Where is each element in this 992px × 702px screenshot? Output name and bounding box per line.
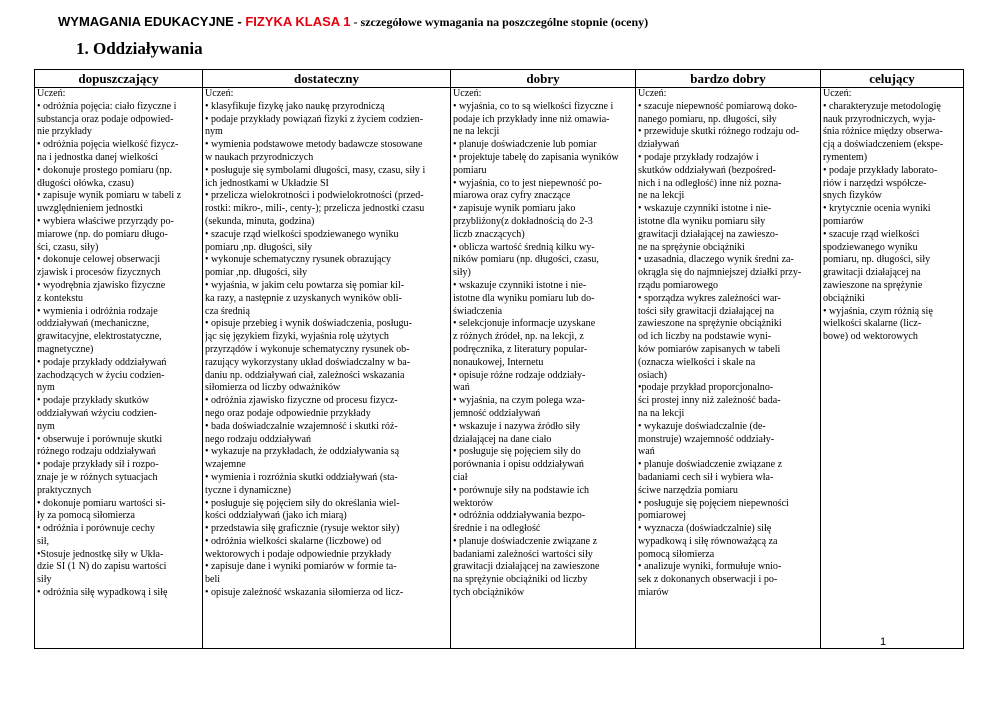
requirement-line: wań xyxy=(453,382,470,394)
requirement-line: ne na lekcji xyxy=(453,126,500,138)
requirement-line: • krytycznie ocenia wyniki xyxy=(823,203,931,215)
requirement-line: miarowa oraz cyfry znaczące xyxy=(453,190,571,202)
requirement-line: • planuje doświadczenie lub pomiar xyxy=(453,139,597,151)
requirement-line: • wyznacza (doświadczalnie) siłę xyxy=(638,523,772,535)
requirement-line: • sporządza wykres zależności war- xyxy=(638,292,781,304)
requirement-line: zachodzących w życiu codzien- xyxy=(37,369,165,381)
requirement-line: magnetyczne) xyxy=(37,343,94,355)
requirement-line: długości ołówka, czasu) xyxy=(37,177,134,189)
requirement-line: Uczeń: xyxy=(37,88,66,99)
requirement-line: cją a doświadczeniem (ekspe- xyxy=(823,139,944,151)
requirement-line: wypadkową i siłę równoważącą za xyxy=(638,535,778,547)
requirement-line: • dokonuje pomiaru wartości si- xyxy=(37,497,166,509)
requirement-line: z różnych źródeł, np. na lekcji, z xyxy=(453,331,584,343)
requirement-line: •podaje przykład proporcjonalno- xyxy=(638,382,774,394)
requirement-line: • posługuje się pojęciem siły do xyxy=(453,446,581,458)
requirement-line: siły) xyxy=(453,267,471,279)
requirement-line: • selekcjonuje informacje uzyskane xyxy=(453,318,596,330)
requirement-line: bowe) od wektorowych xyxy=(823,331,918,343)
requirement-line: Uczeń: xyxy=(205,88,234,99)
header-title-part1: WYMAGANIA EDUKACYJNE - xyxy=(58,14,246,29)
requirement-line: oddziaływań wżyciu codzien- xyxy=(37,407,157,419)
requirement-line: obciążniki xyxy=(823,292,865,304)
requirement-line: ne na sprężynie obciążniki xyxy=(638,241,745,253)
requirement-line: pomiaru, np. długości, siły xyxy=(823,254,931,266)
requirement-line: wań xyxy=(638,446,655,458)
requirement-line: wielkości skalarne (licz- xyxy=(823,318,922,330)
requirement-line: jemność oddziaływań xyxy=(453,407,541,419)
requirement-line: podaje ich przykłady inne niż omawia- xyxy=(453,113,610,125)
requirement-line: wektorowych i podaje odpowiednie przykłady xyxy=(205,548,392,560)
column-cell-dopuszczajacy xyxy=(35,88,203,649)
requirement-line: riów i narzędzi współcze- xyxy=(823,177,927,189)
requirement-line: pomiaru ,np. długości, siły xyxy=(205,241,313,253)
requirement-line: • wskazuje i nazywa źródło siły xyxy=(453,420,581,432)
requirement-line: • przelicza wielokrotności i podwielokrotności (przed- xyxy=(205,190,424,202)
requirement-line: • odróżnia zjawisko fizyczne od procesu fizycz- xyxy=(205,395,398,407)
requirement-line: • wyjaśnia, na czym polega wza- xyxy=(453,395,585,407)
requirement-line: • opisuje zależność wskazania siłomierza od licz- xyxy=(205,587,404,599)
requirement-line: • wyjaśnia, co to jest niepewność po- xyxy=(453,177,602,189)
requirement-line: praktycznych xyxy=(37,484,92,496)
requirement-line: pomiarowej xyxy=(638,510,686,522)
requirement-line: • wykazuje doświadczalnie (de- xyxy=(638,420,766,432)
requirement-line: • dokonuje prostego pomiaru (np. xyxy=(37,164,172,176)
requirement-line: ły za pomocą siłomierza xyxy=(37,510,135,522)
requirement-line: Uczeń: xyxy=(453,88,482,99)
requirement-line: beli xyxy=(205,574,221,586)
requirement-line: ści, czasu, siły) xyxy=(37,241,99,253)
requirement-line: • odróżnia wielkości skalarne (liczbowe) od xyxy=(205,535,382,547)
requirement-line: nym xyxy=(37,420,55,432)
column-header-bardzo-dobry: bardzo dobry xyxy=(636,70,821,88)
requirement-line: nego rodzaju oddziaływań xyxy=(205,433,312,445)
requirement-line: • podaje przykłady skutków xyxy=(37,395,150,407)
requirement-line: • wyjaśnia, w jakim celu powtarza się pomiar kil- xyxy=(205,279,405,291)
requirement-line: świadczenia xyxy=(453,305,503,317)
requirement-line: (oznacza wielkości i skale na xyxy=(638,356,756,368)
requirement-line: • wymienia i rozróżnia skutki oddziaływań (sta- xyxy=(205,471,398,483)
table-header-row xyxy=(35,70,964,88)
requirement-line: nonaukowej, Internetu xyxy=(453,356,544,368)
requirement-line: • posługuje się pojęciem niepewności xyxy=(638,497,789,509)
column-cell-bardzo-dobry xyxy=(636,88,821,649)
requirement-line: przybliżony(z dokładnością do 2-3 xyxy=(453,215,593,227)
requirement-line: istotne dla wyniku pomiaru siły xyxy=(638,215,766,227)
requirement-line: nauk przyrodniczych, wyja- xyxy=(823,113,936,125)
requirement-line: • zapisuje dane i wyniki pomiarów w formie ta- xyxy=(205,561,397,573)
header-subtitle: - szczegółowe wymagania na poszczególne stopnie (oceny) xyxy=(350,15,649,29)
requirement-line: • przewiduje skutki różnego rodzaju od- xyxy=(638,126,800,138)
requirement-line: pomiar ,np. długości, siły xyxy=(205,267,308,279)
requirement-line: • odróżnia pojęcia: ciało fizyczne i xyxy=(37,100,177,112)
requirement-line: • projektuje tabelę do zapisania wyników xyxy=(453,151,619,163)
requirement-line: osiach) xyxy=(638,369,668,381)
requirement-line: pomocą siłomierza xyxy=(638,548,715,560)
requirement-line: • zapisuje wynik pomiaru jako xyxy=(453,203,576,215)
requirement-line: • analizuje wyniki, formułuje wnio- xyxy=(638,561,782,573)
requirement-line: • wyjaśnia, czym różnią się xyxy=(823,305,933,317)
requirement-line: ka razy, a następnie z uzyskanych wyników obli- xyxy=(205,292,402,304)
requirement-line: zawieszone na sprężynie xyxy=(823,279,923,291)
requirement-line: • przedstawia siłę graficznie (rysuje wektor siły) xyxy=(205,523,400,535)
column-header-dopuszczajacy: dopuszczający xyxy=(35,70,203,88)
requirement-line: ne na lekcji xyxy=(638,190,685,202)
requirement-line: pomiaru xyxy=(453,164,487,176)
requirement-line: tych obciążników xyxy=(453,587,525,599)
requirement-line: śnia różnice między obserwa- xyxy=(823,126,943,138)
requirement-line: oddziaływań (mechaniczne, xyxy=(37,318,150,330)
requirement-line: jąc się językiem fizyki, wyjaśnia rolę użytych xyxy=(205,331,389,343)
requirement-line: • oblicza wartość średnią kilku wy- xyxy=(453,241,595,253)
requirement-line: istotne dla wyniku pomiaru lub do- xyxy=(453,292,595,304)
requirement-line: • podaje przykłady powiązań fizyki z życiem codzien- xyxy=(205,113,424,125)
requirement-line: zjawisk i procesów fizycznych xyxy=(37,267,161,279)
column-header-dobry: dobry xyxy=(451,70,636,88)
requirement-line: cza średnią xyxy=(205,305,250,317)
requirement-line: od ich liczby na podstawie wyni- xyxy=(638,331,772,343)
requirements-table xyxy=(34,69,964,649)
column-cell-celujacy xyxy=(821,88,964,649)
requirement-line: grawitacji działającej na zawieszo- xyxy=(638,228,779,240)
requirement-line: podręcznika, z literatury popular- xyxy=(453,343,588,355)
requirement-line: tyczne i dynamiczne) xyxy=(205,484,291,496)
requirement-line: rostki: mikro-, mili-, centy-); przelicza jednostki czasu xyxy=(205,203,425,215)
requirement-line: • wymienia i odróżnia rodzaje xyxy=(37,305,158,317)
requirement-line: sek z dokonanych obserwacji i po- xyxy=(638,574,778,586)
requirement-line: • szacuje rząd wielkości spodziewanego wyniku xyxy=(205,228,399,240)
requirement-line: • wybiera właściwe przyrządy po- xyxy=(37,215,174,227)
requirement-line: • wykonuje schematyczny rysunek obrazujący xyxy=(205,254,391,266)
requirement-line: • odróżnia pojęcia wielkość fizycz- xyxy=(37,139,179,151)
requirement-line: • klasyfikuje fizykę jako naukę przyrodniczą xyxy=(205,100,385,112)
requirement-line: • opisuje przebieg i wynik doświadczenia, posługu- xyxy=(205,318,412,330)
requirement-line: grawitacyjne, elektrostatyczne, xyxy=(37,331,162,343)
requirement-line: • szacuje niepewność pomiarową doko- xyxy=(638,100,798,112)
requirement-line: • wskazuje czynniki istotne i nie- xyxy=(638,203,772,215)
column-header-celujacy: celujący xyxy=(821,70,964,88)
requirement-line: • wykazuje na przykładach, że oddziaływania są xyxy=(205,446,400,458)
requirement-line: grawitacji działającej na xyxy=(823,267,921,279)
requirement-line: znaje je w różnych sytuacjach xyxy=(37,471,158,483)
requirement-line: rymentem) xyxy=(823,151,868,163)
requirement-line: ciał xyxy=(453,471,468,483)
requirement-line: dzie SI (1 N) do zapisu wartości xyxy=(37,561,167,573)
requirement-line: • planuje doświadczenie związane z xyxy=(638,459,783,471)
header-subject: FIZYKA KLASA 1 xyxy=(245,14,351,29)
requirement-line: uwzględnieniem jednostki xyxy=(37,203,143,215)
requirement-line: na i jednostka danej wielkości xyxy=(37,151,159,163)
requirement-line: • odróżnia siłę wypadkową i siłę xyxy=(37,587,168,599)
requirement-line: • charakteryzuje metodologię xyxy=(823,100,941,112)
requirement-line: • wyjaśnia, co to są wielkości fizyczne i xyxy=(453,100,614,112)
requirement-line: • odróżnia i porównuje cechy xyxy=(37,523,155,535)
requirement-line: • odróżnia oddziaływania bezpo- xyxy=(453,510,586,522)
requirement-line: substancja oraz podaje odpowied- xyxy=(37,113,174,125)
requirement-line: grawitacji działającej na zawieszone xyxy=(453,561,600,573)
requirement-line: nym xyxy=(205,126,223,138)
requirement-line: miarowe (np. do pomiaru długo- xyxy=(37,228,168,240)
requirement-line: • obserwuje i porównuje skutki xyxy=(37,433,163,445)
requirement-line: ści prostej inny niż zależność bada- xyxy=(638,395,781,407)
requirement-line: ników pomiaru (np. długości, czasu, xyxy=(453,254,599,266)
column-cell-dobry xyxy=(451,88,636,649)
requirement-line: wektorów xyxy=(453,497,494,509)
requirement-line: • dokonuje celowej obserwacji xyxy=(37,254,161,266)
requirement-line: •Stosuje jednostkę siły w Ukła- xyxy=(37,548,164,560)
requirement-line: nanego pomiaru, np. długości, siły xyxy=(638,113,777,125)
page-number: 1 xyxy=(880,636,887,648)
requirement-line: działywań xyxy=(638,139,680,151)
requirement-line: • bada doświadczalnie wzajemność i skutki róż- xyxy=(205,420,398,432)
requirement-line: nich i na odległość) inne niż pozna- xyxy=(638,177,782,189)
requirement-line: przyrządów i wykonuje schematyczny rysunek ob- xyxy=(205,343,410,355)
requirement-line: • wymienia podstawowe metody badawcze stosowane xyxy=(205,139,423,151)
requirement-line: • opisuje różne rodzaje oddziały- xyxy=(453,369,586,381)
section-title: 1. Oddziaływania xyxy=(76,39,203,58)
requirement-line: porównania i opisu oddziaływań xyxy=(453,459,584,471)
table-row xyxy=(35,88,964,649)
requirement-line: skutków oddziaływań (bezpośred- xyxy=(638,164,776,176)
requirement-line: siły xyxy=(37,574,52,586)
requirement-line: Uczeń: xyxy=(823,88,852,99)
requirement-line: liczb znaczących) xyxy=(453,228,525,240)
requirement-line: tości siły grawitacji działającej na xyxy=(638,305,775,317)
requirement-line: snych fizyków xyxy=(823,190,882,202)
requirement-line: sił, xyxy=(37,535,50,547)
requirement-line: • wskazuje czynniki istotne i nie- xyxy=(453,279,587,291)
requirement-line: zawieszone na sprężynie obciążniki xyxy=(638,318,782,330)
requirement-line: ich jednostkami w Układzie SI xyxy=(205,177,329,189)
requirement-line: • szacuje rząd wielkości xyxy=(823,228,920,240)
requirement-line: monstruje) wzajemność oddziały- xyxy=(638,433,775,445)
requirement-line: wzajemne xyxy=(205,459,246,471)
requirement-line: • podaje przykłady rodzajów i xyxy=(638,151,759,163)
requirement-line: • wyodrębnia zjawisko fizyczne xyxy=(37,279,166,291)
requirement-line: daniu np. oddziaływań ciał, zależności wskazania xyxy=(205,369,405,381)
requirement-line: rządu pomiarowego xyxy=(638,279,719,291)
requirement-line: nie przykłady xyxy=(37,126,92,138)
requirement-line: w naukach przyrodniczych xyxy=(205,151,314,163)
requirement-line: ściwe narzędzia pomiaru xyxy=(638,484,738,496)
requirement-line: na sprężynie obciążniki od liczby xyxy=(453,574,588,586)
requirement-line: spodziewanego wyniku xyxy=(823,241,918,253)
requirement-line: • posługuje się symbolami długości, masy, czasu, siły i xyxy=(205,164,426,176)
requirement-line: siłomierza od liczby odważników xyxy=(205,382,341,394)
requirement-line: kości oddziaływań (jako ich miarą) xyxy=(205,510,347,522)
document-header xyxy=(58,14,648,30)
requirement-line: • zapisuje wynik pomiaru w tabeli z xyxy=(37,190,182,202)
requirement-line: badaniami cech sił i wybiera wła- xyxy=(638,471,774,483)
requirement-line: nym xyxy=(37,382,55,394)
requirement-line: • podaje przykłady sił i rozpo- xyxy=(37,459,159,471)
requirement-line: działającej na dane ciało xyxy=(453,433,552,445)
column-header-dostateczny: dostateczny xyxy=(203,70,451,88)
requirement-line: • posługuje się pojęciem siły do określania wiel- xyxy=(205,497,400,509)
requirement-line: nego oraz podaje odpowiednie przykłady xyxy=(205,407,371,419)
column-cell-dostateczny xyxy=(203,88,451,649)
requirement-line: średnie i na odległość xyxy=(453,523,541,535)
requirement-line: miarów xyxy=(638,587,669,599)
requirement-line: okrągla się do najmniejszej działki przy- xyxy=(638,267,802,279)
requirement-line: • planuje doświadczenie związane z xyxy=(453,535,598,547)
requirement-line: (sekunda, minuta, godzina) xyxy=(205,215,315,227)
requirement-line: razujący wykorzystany układ doświadczalny w ba- xyxy=(205,356,411,368)
requirement-line: • uzasadnia, dlaczego wynik średni za- xyxy=(638,254,794,266)
requirement-line: na na lekcji xyxy=(638,407,685,419)
requirement-line: z kontekstu xyxy=(37,292,84,304)
requirement-line: • podaje przykłady oddziaływań xyxy=(37,356,167,368)
requirement-line: różnego rodzaju oddziaływań xyxy=(37,446,156,458)
requirement-line: pomiarów xyxy=(823,215,864,227)
requirement-line: • porównuje siły na podstawie ich xyxy=(453,484,590,496)
requirement-line: Uczeń: xyxy=(638,88,667,99)
requirement-line: • podaje przykłady laborato- xyxy=(823,164,938,176)
requirement-line: badaniami zależności wartości siły xyxy=(453,548,593,560)
requirement-line: ków pomiarów zapisanych w tabeli xyxy=(638,343,781,355)
